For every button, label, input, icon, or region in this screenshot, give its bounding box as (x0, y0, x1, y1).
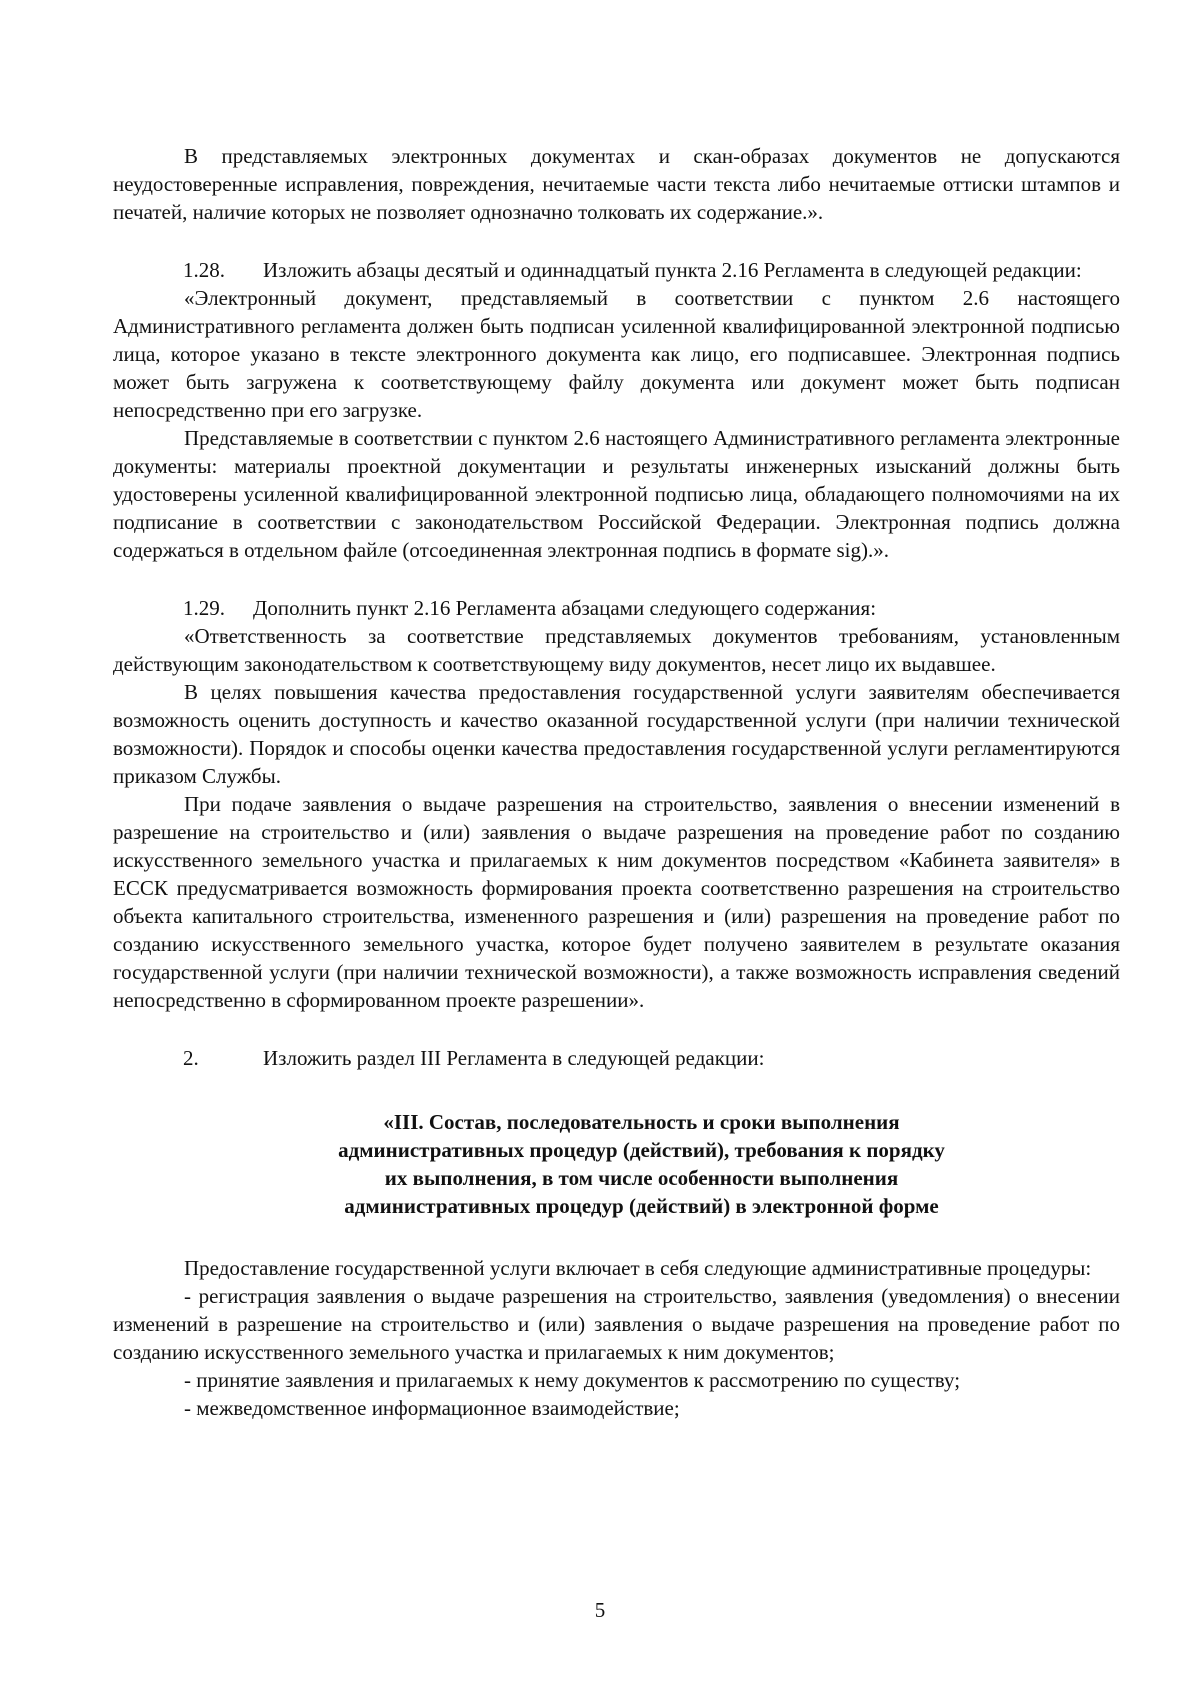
item-1-29 (113, 594, 1120, 622)
item-number: 1.29. (183, 596, 225, 620)
paragraph-project-documentation: Представляемые в соответствии с пунктом 2.6 настоящего Административного регламента электронные документы: материалы проектной документации и результаты инженерных изысканий должны быть удостоверены усиленной квалифицированной электронной подписью лица, обладающего полномочиями на их подписание в соответствии с законодательством Российской Федерации. Электронная подпись должна содержаться в отдельном файле (отсоединенная электронная подпись в формате sig).». (113, 426, 1120, 562)
paragraph-scan-requirements: В представляемых электронных документах и скан-образах документов не допускаются неудостоверенные исправления, повреждения, нечитаемые части текста либо нечитаемые оттиски штампов и печатей, наличие которых не позволяет однозначно толковать их содержание.». (113, 144, 1120, 224)
document-page (113, 142, 1120, 1422)
item-number: 2. (183, 1046, 199, 1070)
paragraph-responsibility: «Ответственность за соответствие представляемых документов требованиям, установленным действующим законодательством к соответствующему виду документов, несет лицо их выдавшее. (113, 624, 1120, 676)
paragraph-electronic-document: «Электронный документ, представляемый в соответствии с пунктом 2.6 настоящего Административного регламента должен быть подписан усиленной квалифицированной электронной подписью лица, которое указано в тексте электронного документа как лицо, его подписавшее. Электронная подпись может быть загружена к соответствующему файлу документа или документ может быть подписан непосредственно при его загрузке. (113, 286, 1120, 422)
paragraph-applicant-cabinet: При подаче заявления о выдаче разрешения на строительство, заявления о внесении изменений в разрешение на строительство и (или) заявления о выдаче разрешения на проведение работ по созданию искусственного земельного участка и прилагаемых к ним документов посредством «Кабинета заявителя» в ЕССК предусматривается возможность формирования проекта соответственно разрешения на строительство объекта капитального строительства, измененного разрешения и (или) разрешения на проведение работ по созданию искусственного земельного участка, которое будет получено заявителем в результате оказания государственной услуги (при наличии технической возможности), а также возможность исправления сведений непосредственно в сформированном проекте разрешении». (113, 792, 1120, 1012)
section-heading-line: административных процедур (действий), требования к порядку (338, 1138, 945, 1162)
item-number: 1.28. (183, 258, 225, 282)
page-number: 5 (594, 1598, 606, 1622)
item-text: Изложить раздел III Регламента в следующей редакции: (263, 1046, 765, 1070)
item-text: Дополнить пункт 2.16 Регламента абзацами следующего содержания: (253, 596, 877, 620)
list-item-acceptance: - принятие заявления и прилагаемых к нему документов к рассмотрению по существу; (184, 1368, 961, 1392)
list-item-interagency: - межведомственное информационное взаимодействие; (184, 1396, 680, 1420)
paragraph-quality-assessment: В целях повышения качества предоставления государственной услуги заявителям обеспечивается возможность оценить доступность и качество оказанной государственной услуги (при наличии технической возможности). Порядок и способы оценки качества предоставления государственной услуги регламентируются приказом Службы. (113, 680, 1120, 788)
item-text: Изложить абзацы десятый и одиннадцатый пункта 2.16 Регламента в следующей редакции: (263, 258, 1082, 282)
section-heading (113, 1108, 1120, 1220)
section-heading-line: административных процедур (действий) в электронной форме (344, 1194, 939, 1218)
list-item-registration: - регистрация заявления о выдаче разрешения на строительство, заявления (уведомления) о внесении изменений в разрешение на строительство и (или) заявления о выдаче разрешения на проведение работ по созданию искусственного земельного участка и прилагаемых к ним документов; (113, 1284, 1120, 1364)
paragraph-procedures-intro: Предоставление государственной услуги включает в себя следующие административные процедуры: (184, 1256, 1092, 1280)
item-2 (113, 1044, 1120, 1072)
item-1-28 (113, 256, 1120, 284)
section-heading-line: «III. Состав, последовательность и сроки выполнения (383, 1110, 900, 1134)
section-heading-line: их выполнения, в том числе особенности выполнения (384, 1166, 899, 1190)
